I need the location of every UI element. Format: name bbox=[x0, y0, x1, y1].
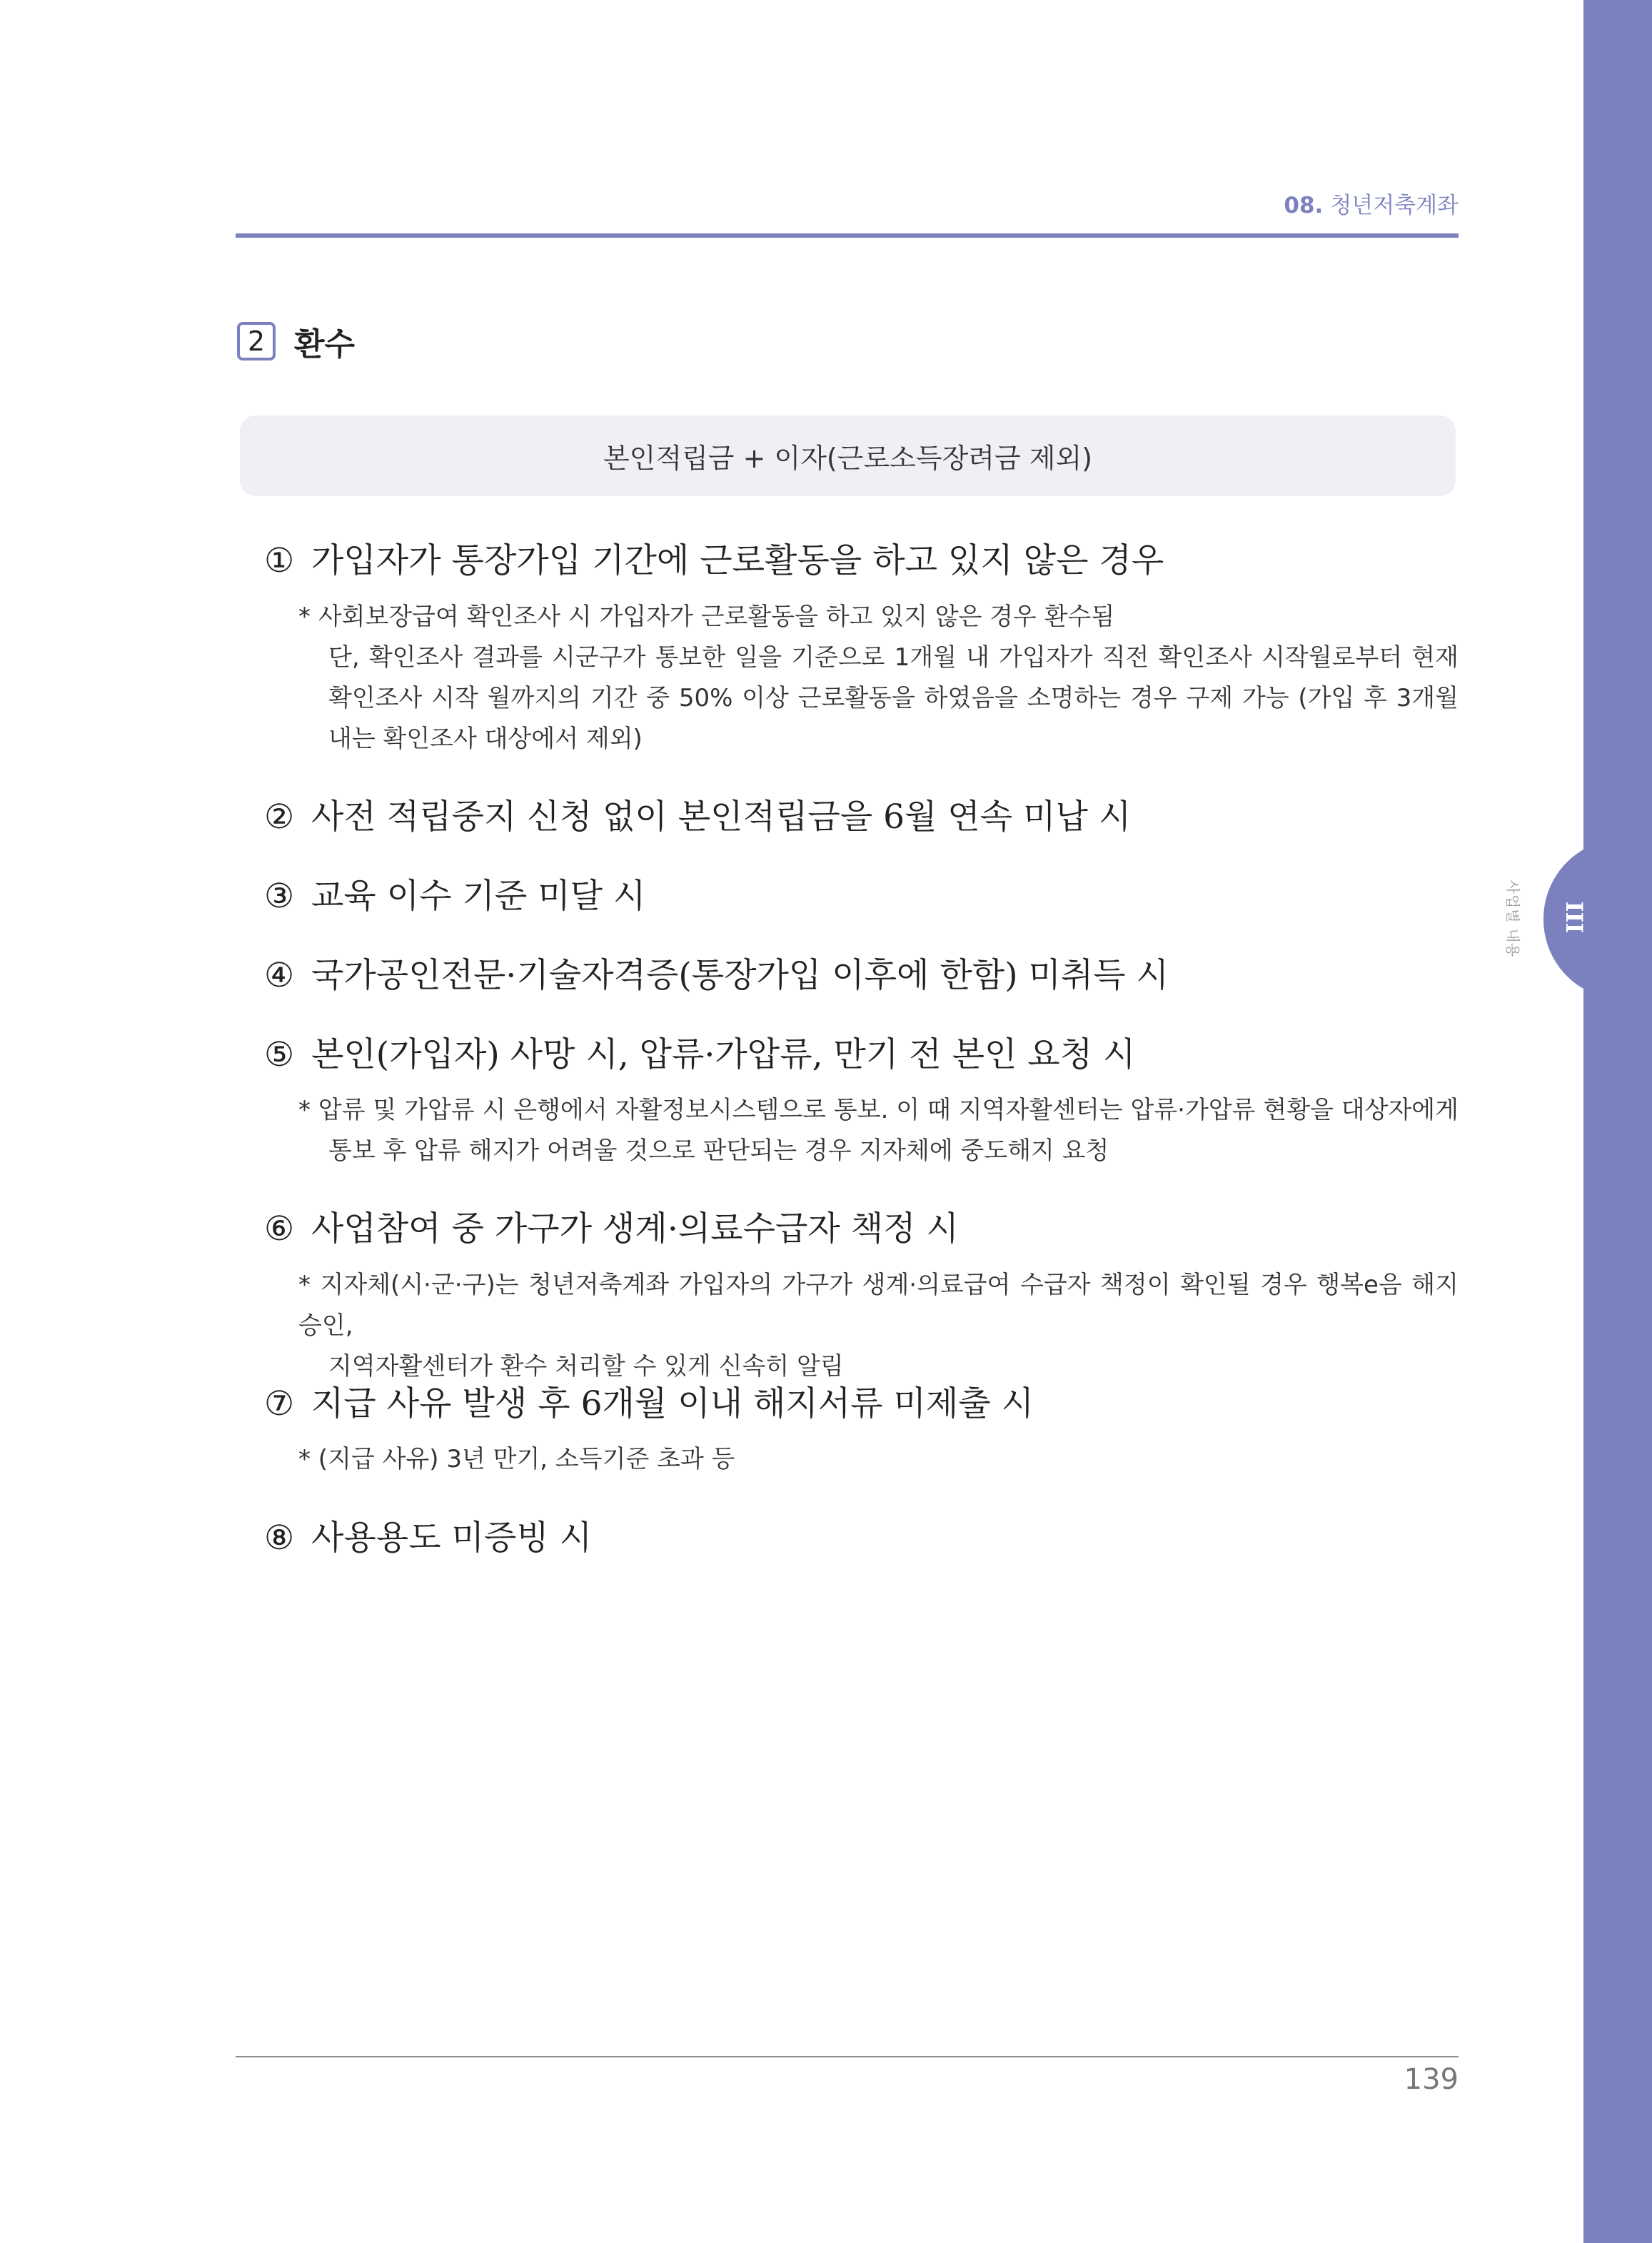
list-item bbox=[264, 1208, 1464, 1251]
item-text: 가입자가 통장가입 기간에 근로활동을 하고 있지 않은 경우 bbox=[311, 541, 1164, 580]
chapter-number: 08. bbox=[1284, 193, 1324, 218]
section-number-badge: 2 bbox=[237, 322, 276, 361]
item-number: ⑦ bbox=[264, 1384, 295, 1423]
item-number: ③ bbox=[264, 877, 295, 916]
list-item bbox=[264, 875, 1464, 918]
item-note bbox=[298, 1439, 1459, 1480]
note-line: * 사회보장급여 확인조사 시 가입자가 근로활동을 하고 있지 않은 경우 환수됨 bbox=[298, 603, 1115, 631]
chapter-title: 청년저축계좌 bbox=[1330, 193, 1459, 218]
header-divider bbox=[236, 233, 1459, 238]
item-number: ⑥ bbox=[264, 1209, 295, 1249]
item-text: 사용용도 미증빙 시 bbox=[311, 1518, 593, 1558]
item-text: 국가공인전문·기술자격증(통장가입 이후에 한함) 미취득 시 bbox=[311, 956, 1169, 995]
note-line: 확인조사 시작 월까지의 기간 중 50% 이상 근로활동을 하였음을 소명하는 경우 구제 가능 (가입 후 3개월 bbox=[328, 684, 1459, 712]
item-text: 본인(가입자) 사망 시, 압류·가압류, 만기 전 본인 요청 시 bbox=[311, 1035, 1136, 1074]
item-note bbox=[298, 1090, 1459, 1171]
item-text: 지급 사유 발생 후 6개월 이내 해지서류 미제출 시 bbox=[311, 1384, 1034, 1423]
list-item bbox=[264, 540, 1464, 583]
item-text: 사업참여 중 가구가 생계·의료수급자 책정 시 bbox=[311, 1209, 959, 1249]
side-bar bbox=[1583, 0, 1652, 2243]
note-line: * 지자체(시·군·구)는 청년저축계좌 가입자의 가구가 생계·의료급여 수급자 책정이 확인될 경우 행복e음 해지승인, bbox=[298, 1271, 1459, 1340]
note-line: * (지급 사유) 3년 만기, 소득기준 초과 등 bbox=[298, 1445, 735, 1473]
list-item bbox=[264, 1517, 1464, 1560]
item-number: ① bbox=[264, 541, 295, 580]
section-title: 환수 bbox=[294, 326, 356, 363]
formula-box: 본인적립금 + 이자(근로소득장려금 제외) bbox=[240, 415, 1456, 496]
page-number: 139 bbox=[1404, 2063, 1459, 2096]
note-line: 지역자활센터가 환수 처리할 수 있게 신속히 알림 bbox=[328, 1352, 844, 1381]
side-tab-number: III bbox=[1561, 901, 1588, 934]
note-line: * 압류 및 가압류 시 은행에서 자활정보시스템으로 통보. 이 때 지역자활센터는 압류·가압류 현황을 대상자에게 bbox=[298, 1096, 1459, 1124]
section-heading bbox=[237, 320, 355, 363]
list-item bbox=[264, 796, 1464, 839]
item-note bbox=[298, 1265, 1459, 1387]
note-line: 통보 후 압류 해지가 어려울 것으로 판단되는 경우 지자체에 중도해지 요청 bbox=[328, 1136, 1109, 1165]
item-number: ② bbox=[264, 797, 295, 837]
item-number: ④ bbox=[264, 956, 295, 995]
footer-divider bbox=[236, 2056, 1459, 2057]
list-item bbox=[264, 1383, 1464, 1426]
item-text: 교육 이수 기준 미달 시 bbox=[311, 877, 646, 916]
item-number: ⑤ bbox=[264, 1035, 295, 1074]
side-tab-label: 사업별 내용 bbox=[1504, 879, 1521, 958]
list-item bbox=[264, 1034, 1464, 1077]
page-header bbox=[236, 187, 1459, 219]
item-note bbox=[298, 597, 1459, 760]
list-item bbox=[264, 954, 1464, 997]
item-text: 사전 적립중지 신청 없이 본인적립금을 6월 연속 미납 시 bbox=[311, 797, 1132, 837]
note-line: 단, 확인조사 결과를 시군구가 통보한 일을 기준으로 1개월 내 가입자가 직전 확인조사 시작월로부터 현재 bbox=[328, 643, 1459, 672]
note-line: 내는 확인조사 대상에서 제외) bbox=[328, 725, 643, 753]
item-number: ⑧ bbox=[264, 1518, 295, 1558]
